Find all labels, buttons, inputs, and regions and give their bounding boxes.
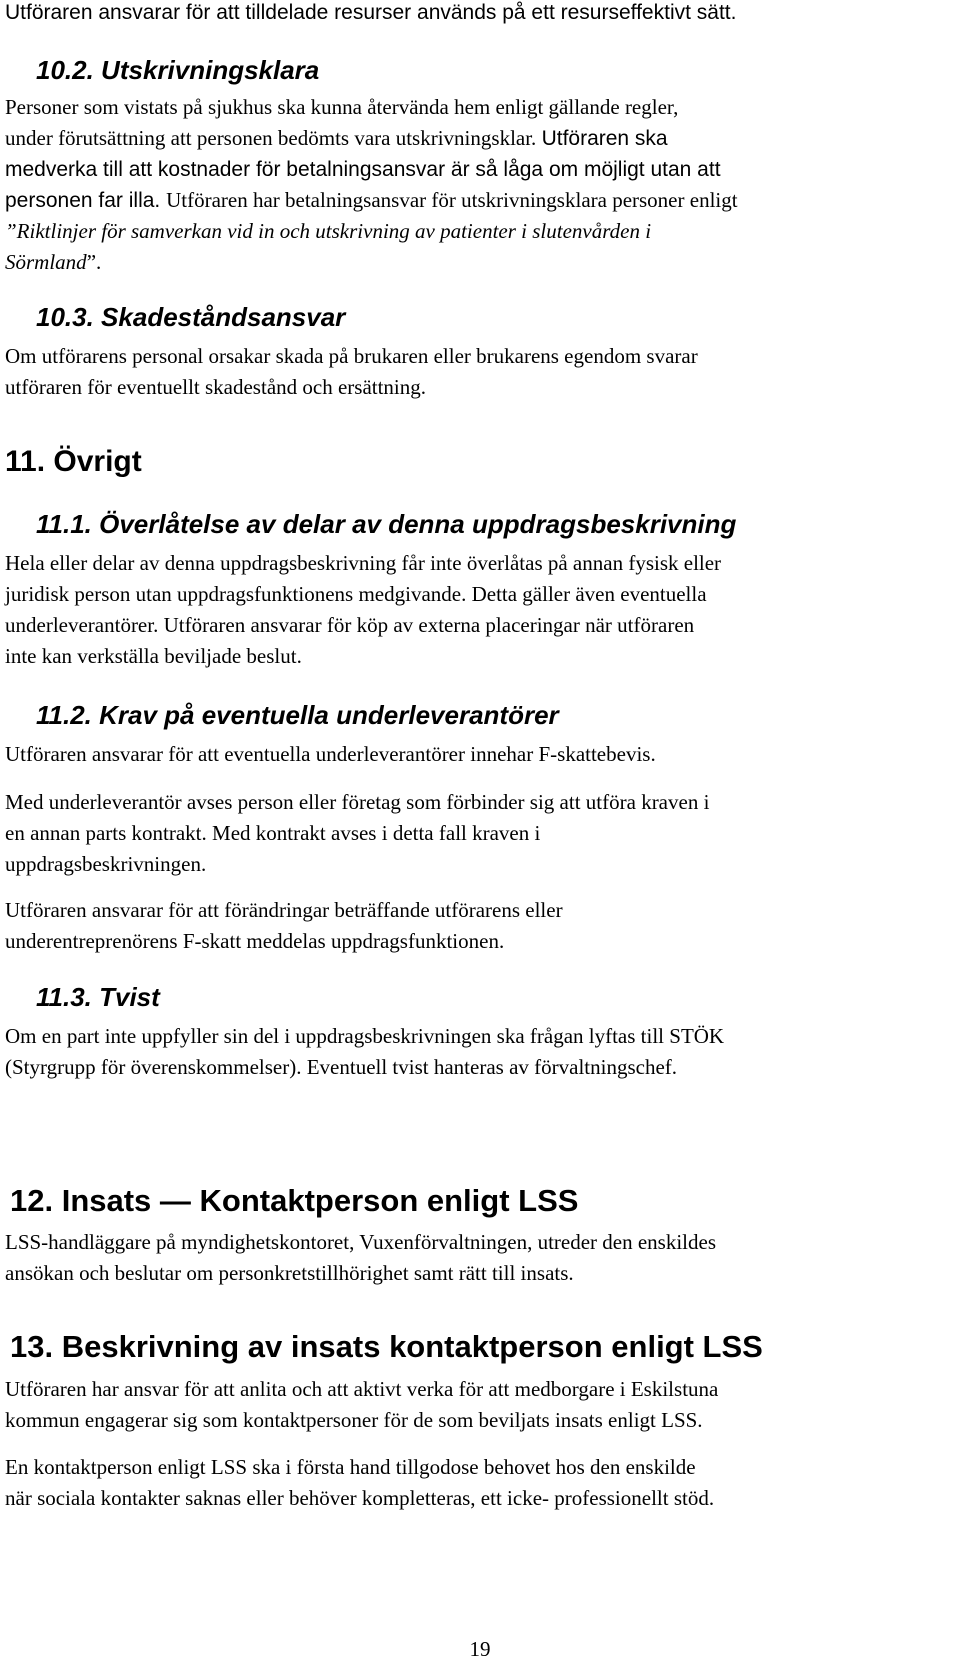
paragraph-line: Om utförarens personal orsakar skada på brukaren eller brukarens egendom svarar bbox=[5, 344, 698, 368]
paragraph-line: juridisk person utan uppdragsfunktionens medgivande. Detta gäller även eventuella bbox=[5, 582, 707, 606]
section-11-1-heading: 11.1. Överlåtelse av delar av denna uppdragsbeskrivning bbox=[36, 509, 737, 539]
section-13-paragraph-1 bbox=[5, 1374, 718, 1436]
paragraph-line: en annan parts kontrakt. Med kontrakt avses i detta fall kraven i bbox=[5, 821, 541, 845]
text-run: Sörmland bbox=[5, 250, 87, 274]
paragraph-line: medverka till att kostnader för betalningsansvar är så låga om möjligt utan att bbox=[5, 158, 721, 181]
paragraph-line: Om en part inte uppfyller sin del i uppdragsbeskrivningen ska frågan lyftas till STÖK bbox=[5, 1024, 725, 1048]
section-12-heading: 12. Insats — Kontaktperson enligt LSS bbox=[10, 1183, 579, 1218]
paragraph-line bbox=[5, 185, 738, 216]
paragraph-line: kommun engagerar sig som kontaktpersoner för de som beviljats insats enligt LSS. bbox=[5, 1408, 703, 1432]
paragraph-line: Utföraren har ansvar för att anlita och att aktivt verka för att medborgare i Eskilstuna bbox=[5, 1377, 719, 1401]
paragraph-line: Utföraren ansvarar för att eventuella underleverantörer innehar F-skattebevis. bbox=[5, 742, 656, 766]
section-12-paragraph bbox=[5, 1227, 716, 1289]
paragraph-line: uppdragsbeskrivningen. bbox=[5, 852, 207, 876]
paragraph-line: ansökan och beslutar om personkretstillhörighet samt rätt till insats. bbox=[5, 1261, 574, 1285]
section-11-1-paragraph bbox=[5, 548, 721, 672]
paragraph-line: En kontaktperson enligt LSS ska i första hand tillgodose behovet hos den enskilde bbox=[5, 1455, 696, 1479]
section-10-3-paragraph bbox=[5, 341, 698, 403]
paragraph-line: (Styrgrupp för överenskommelser). Eventuell tvist hanteras av förvaltningschef. bbox=[5, 1055, 678, 1079]
paragraph-line bbox=[5, 247, 738, 278]
text-run: Utföraren har betalningsansvar för utskrivningsklara personer enligt bbox=[166, 188, 738, 212]
text-run: ”. bbox=[86, 250, 102, 274]
section-10-3-heading: 10.3. Skadeståndsansvar bbox=[36, 302, 346, 332]
text-run: personen far illa. bbox=[5, 189, 167, 212]
section-10-2-heading: 10.2. Utskrivningsklara bbox=[36, 55, 320, 85]
text-run: under förutsättning att personen bedömts vara utskrivningsklar. bbox=[5, 126, 542, 150]
paragraph-line: utföraren för eventuellt skadestånd och ersättning. bbox=[5, 375, 427, 399]
section-11-2-heading: 11.2. Krav på eventuella underleverantörer bbox=[36, 700, 559, 730]
paragraph-line: underentreprenörens F-skatt meddelas uppdragsfunktionen. bbox=[5, 929, 505, 953]
section-11-2-paragraph-2 bbox=[5, 787, 709, 880]
paragraph-line: när sociala kontakter saknas eller behöver kompletteras, ett icke- professionellt stöd. bbox=[5, 1486, 715, 1510]
section-11-2-paragraph-1 bbox=[5, 739, 656, 770]
paragraph-line: Personer som vistats på sjukhus ska kunna återvända hem enligt gällande regler, bbox=[5, 95, 679, 119]
text-run: Utföraren ska bbox=[541, 127, 668, 150]
paragraph-line bbox=[5, 123, 738, 154]
section-11-3-paragraph bbox=[5, 1021, 724, 1083]
paragraph-line: Hela eller delar av denna uppdragsbeskrivning får inte överlåtas på annan fysisk eller bbox=[5, 551, 722, 575]
paragraph-line: LSS-handläggare på myndighetskontoret, Vuxenförvaltningen, utreder den enskildes bbox=[5, 1230, 717, 1254]
section-13-heading: 13. Beskrivning av insats kontaktperson enligt LSS bbox=[10, 1329, 763, 1364]
paragraph-line: inte kan verkställa beviljade beslut. bbox=[5, 644, 302, 668]
paragraph-line: ”Riktlinjer för samverkan vid in och utskrivning av patienter i slutenvården i bbox=[5, 219, 652, 243]
section-11-2-paragraph-3 bbox=[5, 895, 563, 957]
page-number: 19 bbox=[469, 1637, 491, 1661]
paragraph-line: underleverantörer. Utföraren ansvarar för köp av externa placeringar när utföraren bbox=[5, 613, 695, 637]
section-10-2-paragraph bbox=[5, 92, 738, 278]
intro-line: Utföraren ansvarar för att tilldelade resurser används på ett resurseffektivt sätt. bbox=[5, 1, 737, 24]
section-13-paragraph-2 bbox=[5, 1452, 714, 1514]
intro-paragraph bbox=[5, 0, 736, 28]
paragraph-line: Utföraren ansvarar för att förändringar beträffande utförarens eller bbox=[5, 898, 563, 922]
section-11-heading: 11. Övrigt bbox=[5, 445, 142, 478]
section-11-3-heading: 11.3. Tvist bbox=[36, 982, 160, 1012]
paragraph-line: Med underleverantör avses person eller företag som förbinder sig att utföra kraven i bbox=[5, 790, 710, 814]
